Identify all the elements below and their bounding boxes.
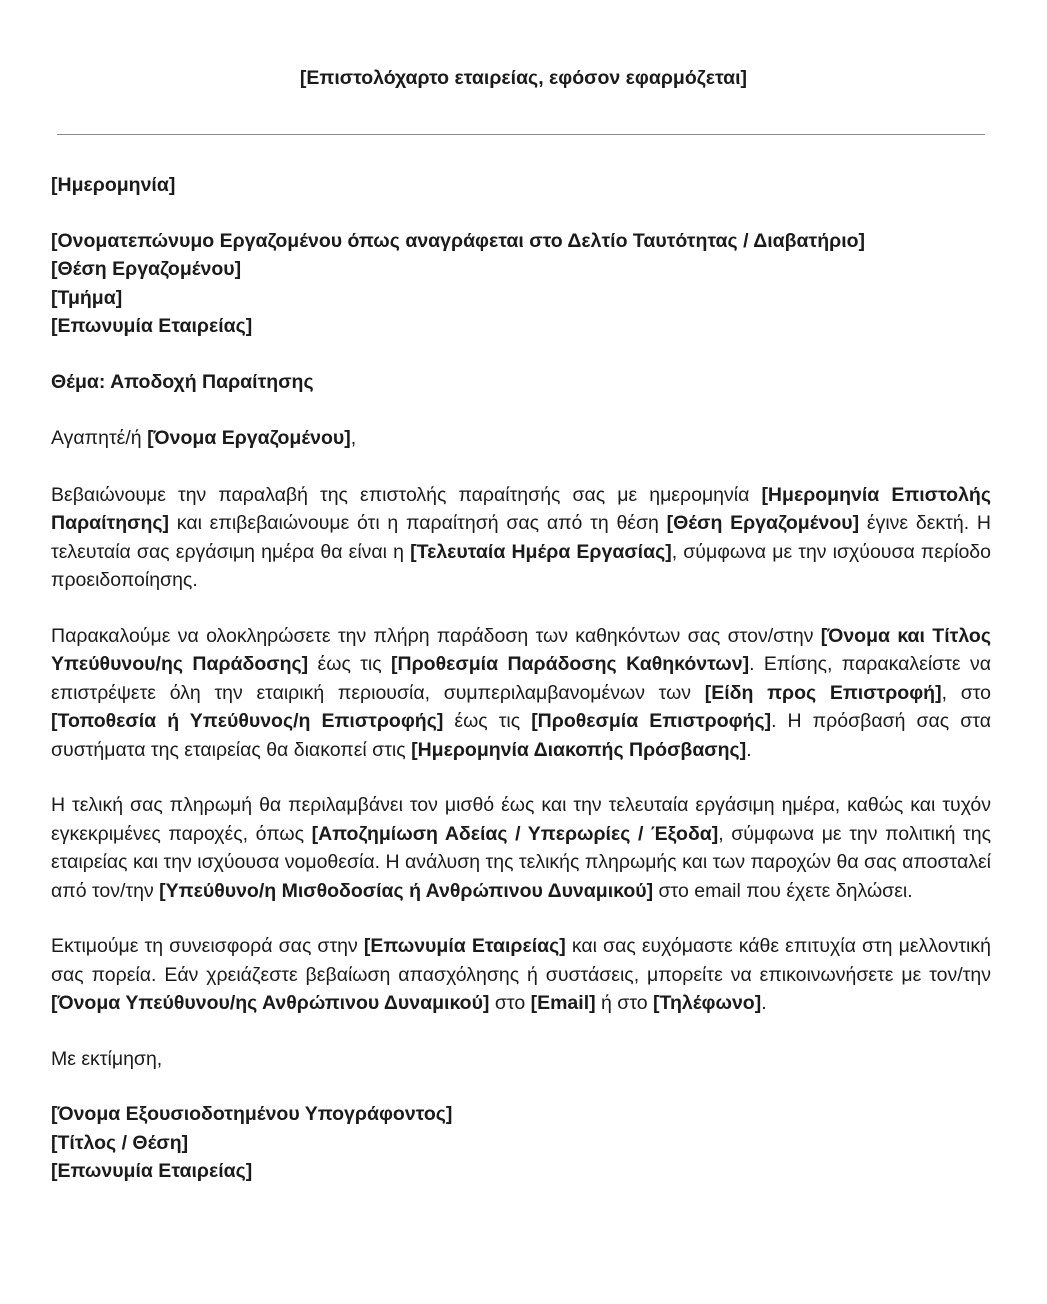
paragraph-text: . Η πρόσβασή σας στα συστήματα της εταιρείας θα διακοπεί στις [51,710,991,761]
recipient-name: [Ονοματεπώνυμο Εργαζομένου όπως αναγράφεται στο Δελτίο Ταυτότητας / Διαβατήριο] [51,229,866,252]
signatory-name: [Όνομα Εξουσιοδοτημένου Υπογράφοντος] [51,1103,453,1125]
signatory-company: [Επωνυμία Εταιρείας] [51,1160,253,1182]
placeholder-field: [Υπεύθυνο/η Μισθοδοσίας ή Ανθρώπινου Δυναμικού] [159,879,654,902]
placeholder-field: [Προθεσμία Παράδοσης Καθηκόντων] [391,653,750,675]
paragraph-handover [51,622,991,765]
recipient-position: [Θέση Εργαζομένου] [51,258,242,280]
paragraph-text: . Επίσης, παρακαλείστε να επιστρέψετε όλη την εταιρική περιουσία, συμπεριλαμβανομένων των [51,653,991,704]
recipient-company: [Επωνυμία Εταιρείας] [51,315,253,337]
greeting [51,424,991,453]
letter-body [51,171,991,1213]
placeholder-field: [Είδη προς Επιστροφή] [704,681,942,704]
recipient-department: [Τμήμα] [51,286,123,309]
paragraph-text: Παρακαλούμε να ολοκληρώσετε την πλήρη παράδοση των καθηκόντων σας στον/στην [51,624,821,647]
placeholder-field: [Όνομα και Τίτλος Υπεύθυνου/ης Παράδοσης] [51,624,991,675]
paragraph-text: , σύμφωνα με την ισχύουσα περίοδο προειδοποίησης. [51,540,991,591]
paragraph-text: έως τις [443,710,532,732]
paragraph-text: Η τελική σας πληρωμή θα περιλαμβάνει τον μισθό έως και την τελευταία εργάσιμη ημέρα, καθώς και τυχόν εγκεκριμένες παροχές, όπως [51,794,991,845]
placeholder-field: [Επωνυμία Εταιρείας] [363,935,566,957]
paragraph-text: έγινε δεκτή. Η τελευταία σας εργάσιμη ημέρα θα είναι η [51,512,991,563]
greeting-prefix: Αγαπητέ/ή [51,427,148,449]
paragraph-text: . [746,738,752,761]
paragraph-text: , στο [941,681,992,704]
placeholder-field: [Τηλέφωνο] [653,992,762,1014]
closing: Με εκτίμηση, [51,1047,163,1070]
placeholder-field: [Όνομα Υπεύθυνου/ης Ανθρώπινου Δυναμικού] [51,992,490,1014]
greeting-suffix: , [350,427,357,449]
paragraph-resignation-acceptance [51,481,991,595]
paragraph-text: , σύμφωνα με την πολιτική της εταιρείας και την ισχύουσα νομοθεσία. Η ανάλυση της τελικής πληρωμής και των παροχών θα σας αποσταλεί από τον/την [51,822,991,902]
placeholder-field: [Email] [530,992,596,1014]
signatory-title: [Τίτλος / Θέση] [51,1131,189,1154]
paragraph-final-payment [51,791,991,905]
paragraph-text: και επιβεβαιώνουμε ότι η παραίτησή σας από τη θέση [169,512,667,534]
paragraph-text: στο email που έχετε δηλώσει. [653,879,913,902]
placeholder-field: [Προθεσμία Επιστροφής] [531,710,772,732]
paragraph-text: Βεβαιώνουμε την παραλαβή της επιστολής παραίτησής σας με ημερομηνία [51,483,762,506]
paragraph-text: ή στο [595,992,654,1014]
recipient-block [51,227,991,341]
placeholder-field: [Τελευταία Ημέρα Εργασίας] [410,540,672,563]
header-divider [57,134,985,135]
placeholder-field: [Θέση Εργαζομένου] [666,512,860,534]
placeholder-field: [Ημερομηνία Διακοπής Πρόσβασης] [411,738,747,761]
paragraph-text: στο [489,992,531,1014]
subject-line: Θέμα: Αποδοχή Παραίτησης [51,370,314,393]
paragraph-text: Εκτιμούμε τη συνεισφορά σας στην [51,935,364,957]
placeholder-field: [Αποζημίωση Αδείας / Υπερωρίες / Έξοδα] [311,822,719,845]
signature-block [51,1100,991,1186]
paragraph-text: . [761,992,767,1014]
paragraph-thanks [51,932,991,1018]
letterhead: [Επιστολόχαρτο εταιρείας, εφόσον εφαρμόζεται] [299,67,748,89]
placeholder-field: [Ημερομηνία Επιστολής Παραίτησης] [51,483,991,534]
paragraph-text: και σας ευχόμαστε κάθε επιτυχία στη μελλοντική σας πορεία. Εάν χρειάζεστε βεβαίωση απασχόλησης ή συστάσεις, μπορείτε να επικοινωνήσετε με τον/την [51,935,991,986]
paragraph-text: έως τις [308,653,392,675]
placeholder-field: [Τοποθεσία ή Υπεύθυνος/η Επιστροφής] [51,710,444,732]
greeting-name: [Όνομα Εργαζομένου] [147,427,351,449]
letter-date: [Ημερομηνία] [51,174,176,196]
